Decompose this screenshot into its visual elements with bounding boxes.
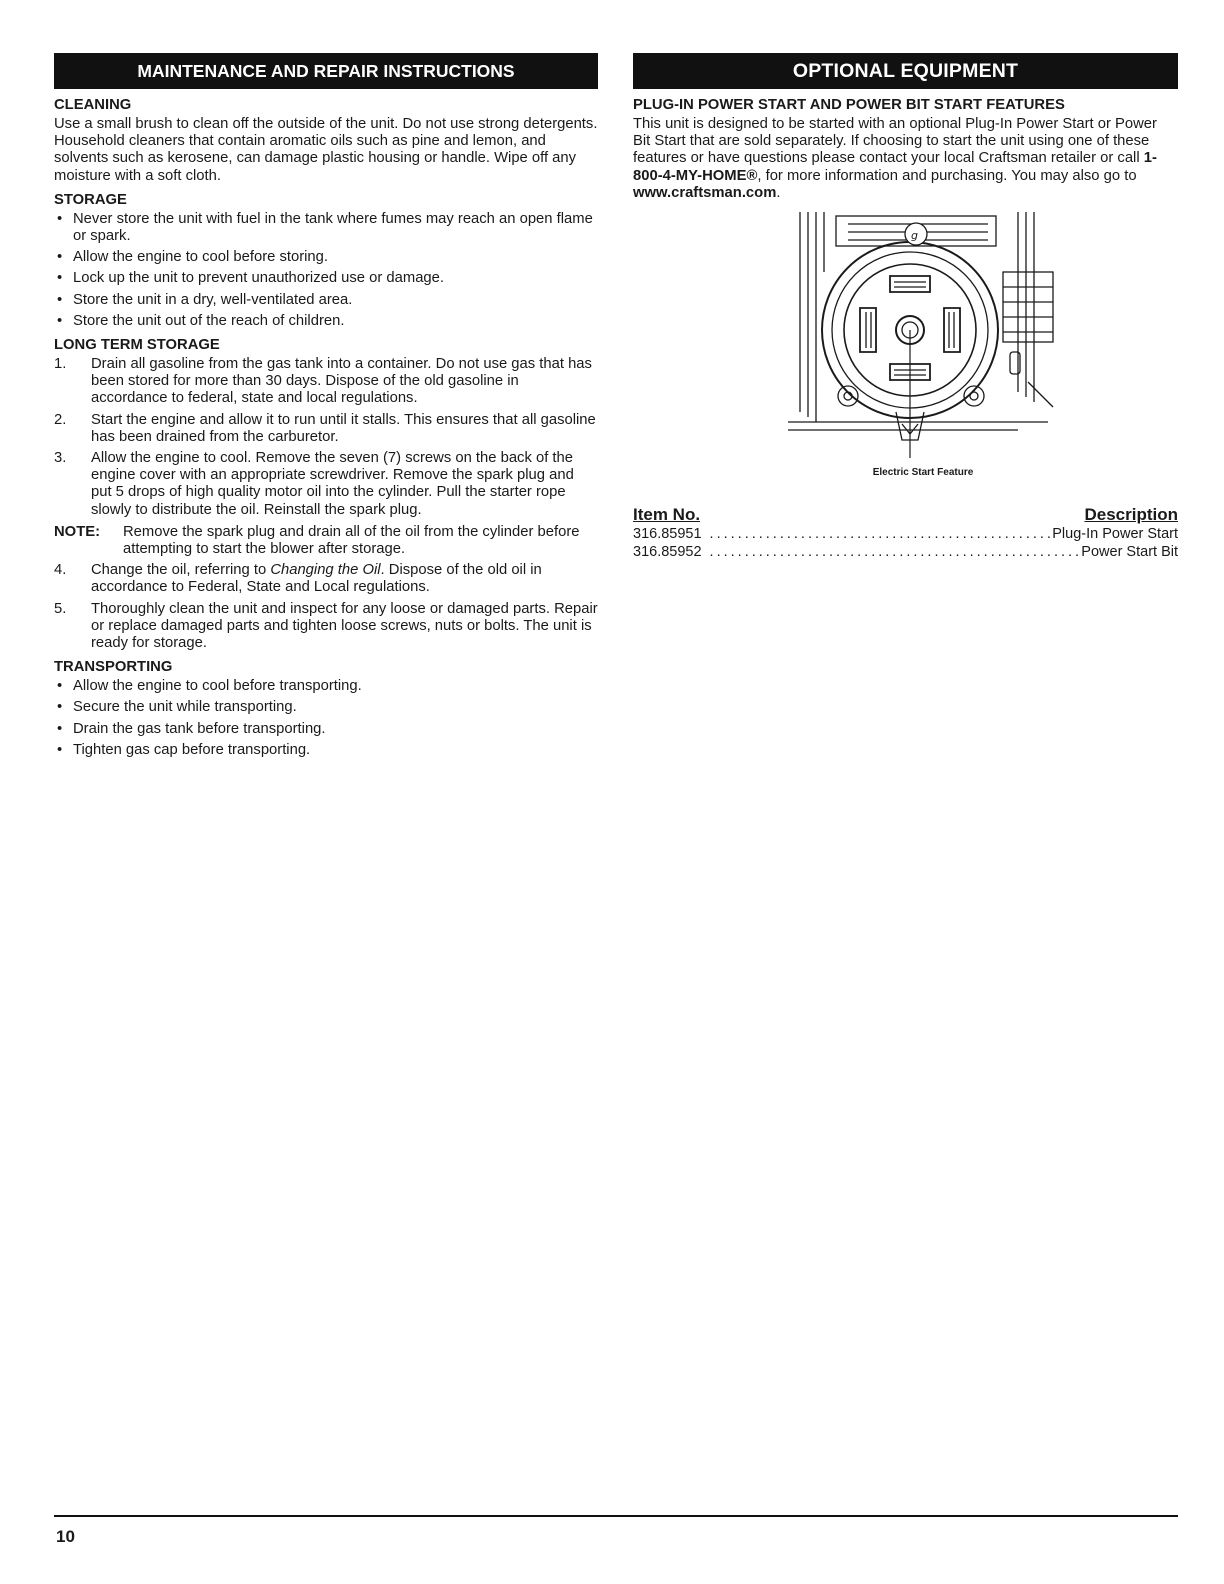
svg-text:g: g (911, 229, 918, 243)
item-description: Power Start Bit (1081, 544, 1178, 561)
list-item: • Allow the engine to cool before transporting. (54, 678, 598, 695)
list-item: • Lock up the unit to prevent unauthorized use or damage. (54, 270, 598, 287)
item-number: 316.85952 (633, 544, 702, 561)
list-item: 1. Drain all gasoline from the gas tank into a container. Do not use gas that has been stored for more than 30 days. Dispose of the old gasoline in accordance to federal, state and local regulations. (54, 356, 592, 407)
item-description: Plug-In Power Start (1052, 526, 1178, 543)
list-item: • Secure the unit while transporting. (54, 699, 598, 716)
note-text: Remove the spark plug and drain all of the oil from the cylinder before attempting to start the blower after storage. (123, 523, 580, 558)
website-link[interactable]: www.craftsman.com (633, 184, 777, 201)
table-row (633, 543, 1178, 561)
item-number: 316.85951 (633, 526, 702, 543)
list-item: • Never store the unit with fuel in the tank where fumes may reach an open flame or spark. (54, 211, 598, 245)
heading-long-term-storage: LONG TERM STORAGE (54, 337, 220, 354)
heading-power-start: PLUG-IN POWER START AND POWER BIT START FEATURES (633, 97, 1065, 113)
electric-start-figure (633, 212, 1178, 497)
list-item: 3. Allow the engine to cool. Remove the seven (7) screws on the back of the engine cover with an appropriate screwdriver. Remove the spark plug and put 5 drops of high quality motor oil into the cylinder. Pull the starter rope slowly to distribute the oil. Reinstall the spark plug. (54, 450, 574, 518)
reference-changing-oil: Changing the Oil (270, 562, 381, 579)
list-item: • Tighten gas cap before transporting. (54, 742, 598, 759)
electric-start-illustration (788, 212, 1058, 462)
list-item: • Drain the gas tank before transporting. (54, 721, 598, 738)
transporting-list (54, 678, 598, 759)
list-item: • Store the unit in a dry, well-ventilated area. (54, 292, 598, 309)
table-row (633, 525, 1178, 543)
items-table-header (633, 505, 1178, 525)
long-term-steps (54, 356, 598, 519)
phone-number: 1-800-4-MY-HOME® (633, 150, 1157, 184)
heading-cleaning: CLEANING (54, 97, 132, 113)
storage-note (54, 524, 598, 558)
long-term-steps-continued (54, 562, 598, 652)
list-item: • Store the unit out of the reach of children. (54, 313, 598, 330)
storage-list (54, 211, 598, 330)
item-no-header: Item No. (633, 505, 701, 525)
figure-caption: Electric Start Feature (872, 467, 974, 479)
leader-dots (710, 525, 1051, 543)
leader-dots (710, 543, 1080, 561)
power-start-text: This unit is designed to be started with an optional Plug-In Power Start or Power Bit Start that are sold separately. If choosing to start the unit using one of these features or have questions please contact your local Craftsman retailer or call 1-800-4-MY-HOME®, for more information and purchasing. You may also go to www.craftsman.com. (633, 116, 1157, 201)
section-banner-maintenance: MAINTENANCE AND REPAIR INSTRUCTIONS (54, 53, 598, 89)
heading-transporting: TRANSPORTING (54, 659, 173, 676)
section-banner-optional-equipment: OPTIONAL EQUIPMENT (633, 53, 1178, 89)
list-item: • Allow the engine to cool before storing. (54, 249, 598, 266)
note-label: NOTE: (54, 523, 101, 540)
heading-storage: STORAGE (54, 191, 127, 208)
description-header: Description (1084, 505, 1178, 525)
maintenance-column (54, 53, 598, 765)
footer-divider (54, 1515, 1178, 1517)
list-item: 5. Thoroughly clean the unit and inspect for any loose or damaged parts. Repair or replace damaged parts and tighten loose screws, nuts or bolts. The unit is ready for storage. (54, 600, 598, 652)
list-item: 2. Start the engine and allow it to run until it stalls. This ensures that all gasoline has been drained from the carburetor. (54, 411, 596, 445)
page-number: 10 (56, 1527, 75, 1546)
list-item: 4. Change the oil, referring to Changing the Oil. Dispose of the old oil in accordance to Federal, State and Local regulations. (54, 562, 542, 596)
cleaning-text: Use a small brush to clean off the outside of the unit. Do not use strong detergents. Household cleaners that contain aromatic oils such as pine and lemon, and solvents such as kerosene, can damage plastic housing or handle. Wipe off any moisture with a soft cloth. (54, 116, 598, 184)
optional-equipment-column (633, 53, 1178, 561)
